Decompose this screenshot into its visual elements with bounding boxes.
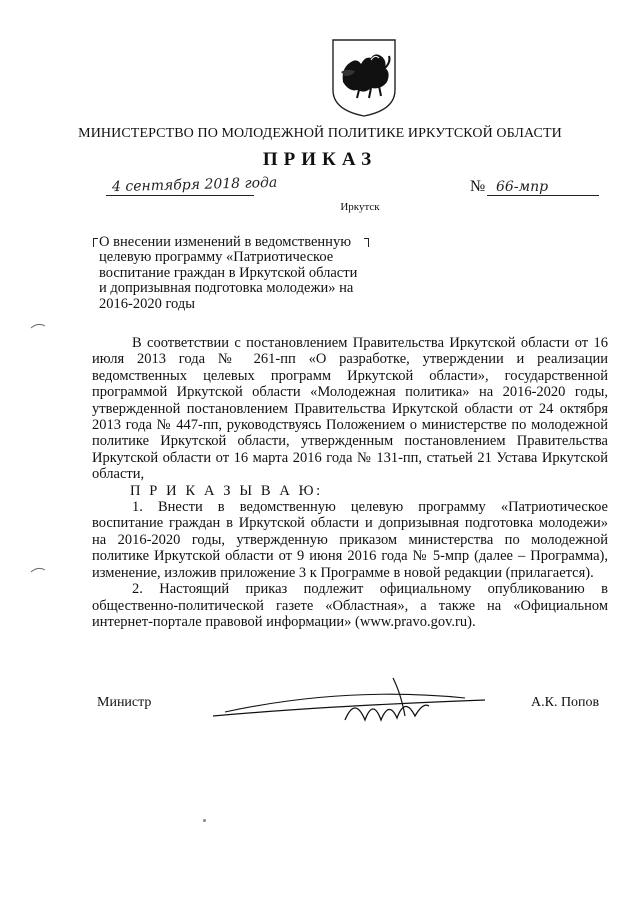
- signer-position: Министр: [97, 695, 152, 710]
- order-subject: О внесении изменений в ведомственную целевую программу «Патриотическое воспитание граждан в Иркутской области и допризывная подготовка молодежи» на 2016-2020 годы: [99, 234, 358, 312]
- handwritten-number: 66-мпр: [496, 179, 549, 195]
- margin-mark: [30, 322, 46, 330]
- number-underline: [487, 195, 599, 196]
- order-title: ПРИКАЗ: [262, 149, 378, 170]
- subject-bracket-left: [93, 238, 98, 247]
- ministry-name: МИНИСТЕРСТВО ПО МОЛОДЕЖНОЙ ПОЛИТИКЕ ИРКУТСКОЙ ОБЛАСТИ: [78, 126, 562, 141]
- city-label: Иркутск: [340, 201, 380, 213]
- date-underline: [106, 195, 254, 196]
- margin-mark: [30, 566, 46, 574]
- item-2-paragraph: 2. Настоящий приказ подлежит официальному опубликованию в общественно-политической газете «Областная», а также на «Официальном интернет-портале правовой информации» (www.pravo.gov.ru).: [92, 581, 608, 630]
- directive-word: П Р И К А З Ы В А Ю:: [130, 482, 323, 499]
- order-body: [92, 335, 608, 630]
- preamble-paragraph: В соответствии с постановлением Правительства Иркутской области от 16 июля 2013 года № 261-пп «О разработке, утверждении и реализации ведомственных целевых программ Иркутской области», государственной программой Иркутской области «Молодежная политика» на 2016-2020 годы, утвержденной постановлением Правительства Иркутской области от 24 октября 2013 года № 447-пп, руководствуясь Положением о министерстве по молодежной политике Иркутской области, утвержденным постановлением Правительства Иркутской области от 16 марта 2016 года № 131-пп, статьей 21 Устава Иркутской области,: [92, 335, 608, 483]
- scan-speck: [203, 819, 206, 822]
- signer-name: А.К. Попов: [531, 695, 600, 710]
- coat-of-arms-emblem: [331, 38, 397, 118]
- item-1-paragraph: 1. Внести в ведомственную целевую программу «Патриотическое воспитание граждан в Иркутской области и допризывная подготовка молодежи» на 2016-2020 годы, утвержденную приказом министерства по молодежной политике Иркутской области от 9 июня 2016 года № 5-мпр (далее – Программа), изменение, изложив приложение 3 к Программе в новой редакции (прилагается).: [92, 499, 608, 581]
- number-label: №: [470, 178, 486, 195]
- handwritten-signature: [205, 676, 495, 724]
- handwritten-date: 4 сентября 2018 года: [111, 174, 278, 196]
